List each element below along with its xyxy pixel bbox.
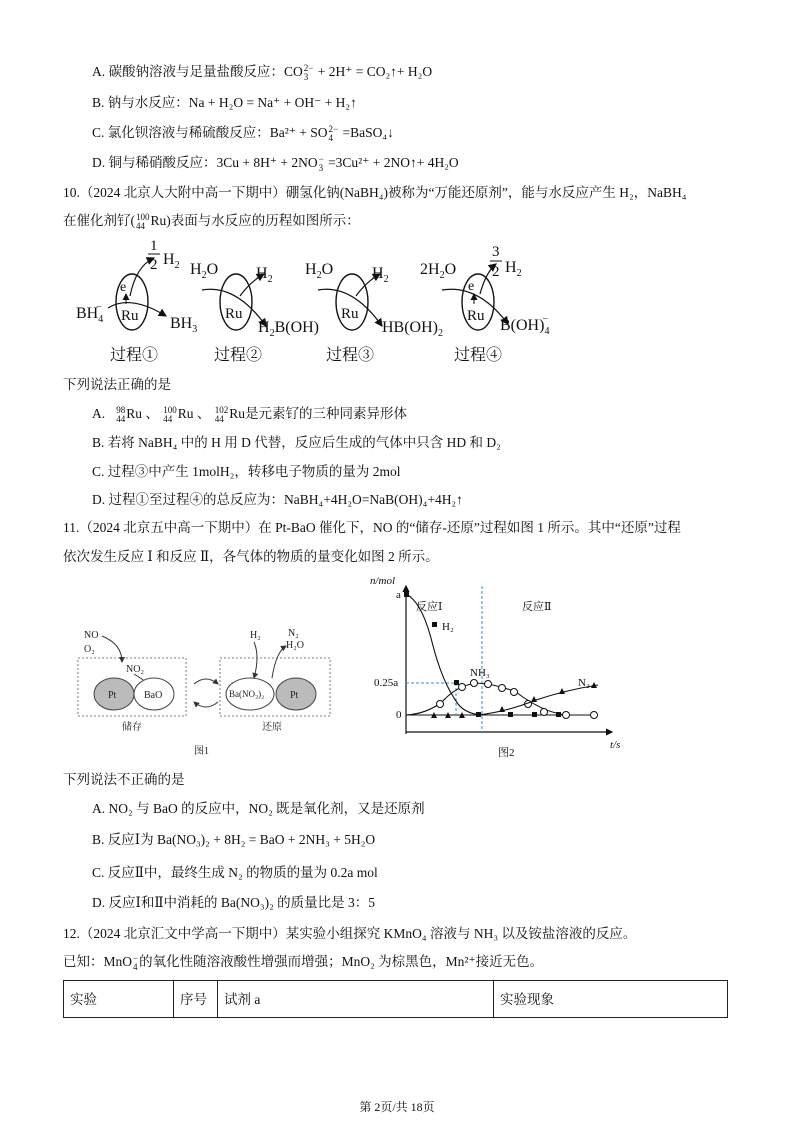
- svg-text:H2: $H_2$: [372, 265, 389, 285]
- bh4-label: $BH_4-$: [76, 302, 104, 325]
- svg-text:N₂: N₂: [578, 677, 590, 689]
- svg-text:图2: 图2: [498, 747, 515, 758]
- step-3-label: 过程③: [326, 347, 375, 364]
- svg-text:H2: $H_2$: [163, 251, 180, 271]
- svg-text:N₂: N₂: [288, 628, 299, 639]
- q9-option-c: C. 氯化钡溶液与稀硫酸反应：Ba²⁺ + SO 2− 4 =BaSO₄↓: [92, 123, 394, 143]
- svg-text:0: 0: [396, 709, 402, 721]
- q11-figure-1: [74, 622, 344, 762]
- q12-table: [63, 980, 728, 1018]
- svg-text:H2: $H_2$: [505, 259, 522, 279]
- svg-text:图1: 图1: [194, 746, 209, 757]
- step-1-label: 过程①: [110, 347, 159, 364]
- svg-text:a: a: [396, 589, 401, 601]
- svg-text:e: e: [468, 279, 475, 294]
- q10-option-b: B. 若将 NaBH₄ 中的 H 用 D 代替，反应后生成的气体中只含 HD 和 D₂: [92, 435, 501, 450]
- q10-stem-line1: 10.（2024 北京人大附中高一下期中）硼氢化钠(NaBH₄)被称为“万能还原剂”，能与水反应产生 H₂，NaBH₄: [63, 185, 687, 200]
- q11-option-a: A. NO₂ 与 BaO 的反应中，NO₂ 既是氧化剂，又是还原剂: [92, 801, 425, 816]
- q11-option-d: D. 反应Ⅰ和Ⅱ中消耗的 Ba(NO₃)₂ 的质量比是 3：5: [92, 895, 376, 910]
- svg-text:1: 1: [150, 238, 158, 254]
- q10-stem-line2: 在催化剂钌( 100 44 Ru)表面与水反应的历程如图所示：: [63, 211, 360, 231]
- svg-text:还原: 还原: [262, 722, 282, 733]
- svg-text:H2O: $H_2O$: [305, 261, 334, 281]
- q12-stem-line2: 已知：MnO − 4 的氧化性随溶液酸性增强而增强；MnO₂ 为棕黑色，Mn²⁺接近无色。: [63, 952, 544, 972]
- q9-option-b: B. 钠与水反应：Na + H₂O = Na⁺ + OH⁻ + H₂↑: [92, 95, 357, 110]
- q11-option-c: C. 反应Ⅱ中，最终生成 N₂ 的物质的量为 0.2a mol: [92, 865, 378, 880]
- svg-text:0.25a: 0.25a: [374, 677, 399, 689]
- step-2-label: 过程②: [214, 347, 263, 364]
- q12-stem-line1: 12.（2024 北京汇文中学高一下期中）某实验小组探究 KMnO₄ 溶液与 NH₃ 以及铵盐溶液的反应。: [63, 926, 637, 941]
- page-footer: 第 2页/共 18页: [359, 1100, 435, 1114]
- svg-text:储存: 储存: [122, 722, 142, 733]
- step-4-label: 过程④: [454, 347, 503, 364]
- q11-figure-2: [366, 572, 636, 758]
- svg-text:HB(OH)2: $HB(OH)_2$: [382, 319, 443, 339]
- svg-text:NO: NO: [84, 630, 99, 641]
- svg-text:Pt: Pt: [290, 690, 299, 701]
- svg-text:Pt: Pt: [108, 690, 117, 701]
- svg-text:BaO: BaO: [144, 690, 163, 701]
- svg-text:反应Ⅱ: 反应Ⅱ: [522, 601, 552, 613]
- q9-option-d: D. 铜与稀硝酸反应：3Cu + 8H⁺ + 2NO − 3 =3Cu²⁺ + 2NO↑+ 4H₂O: [92, 153, 459, 173]
- svg-text:O₂: O₂: [84, 644, 95, 655]
- svg-text:Ru: Ru: [121, 308, 139, 324]
- q10-option-c: C. 过程③中产生 1molH₂，转移电子物质的量为 2mol: [92, 464, 401, 479]
- svg-text:H₂O: H₂O: [286, 640, 304, 651]
- svg-text:3: 3: [492, 244, 500, 260]
- svg-text:Ru: Ru: [225, 306, 243, 322]
- table-header-cell: 序号: [174, 981, 218, 1017]
- svg-text:B(OH)4−: $B(OH)_4-$: [500, 314, 550, 337]
- svg-text:Ru: Ru: [467, 308, 485, 324]
- table-header-cell: 实验: [64, 981, 174, 1017]
- svg-text:NH₃: NH₃: [470, 667, 490, 679]
- q10-prompt: 下列说法正确的是: [63, 377, 171, 392]
- svg-text:H₂: H₂: [250, 630, 261, 641]
- q9-option-a: A. 碳酸钠溶液与足量盐酸反应：CO 2− 3 + 2H⁺ = CO₂↑+ H₂O: [92, 62, 433, 82]
- table-header-cell: 实验现象: [500, 992, 554, 1007]
- svg-text:t/s: t/s: [610, 739, 621, 751]
- svg-text:H2B(OH): $H_2B(OH)$: [258, 319, 319, 339]
- svg-text:2: 2: [150, 257, 158, 273]
- svg-text:Ru: Ru: [341, 306, 359, 322]
- svg-text:H₂: H₂: [442, 621, 454, 633]
- svg-text:e: e: [120, 280, 127, 295]
- q11-prompt: 下列说法不正确的是: [63, 772, 185, 787]
- svg-text:2: 2: [492, 264, 500, 280]
- q10-option-a: A. 98 44 Ru 、 100 44 Ru 、 102 44 Ru是元素钌的三种同素异形体: [92, 404, 408, 424]
- svg-text:H2: $H_2$: [256, 265, 273, 285]
- q11-stem-line1: 11.（2024 北京五中高一下期中）在 Pt-BaO 催化下，NO 的“储存-还原”过程如图 1 所示。其中“还原”过程: [63, 520, 681, 535]
- svg-text:H2O: $H_2O$: [190, 261, 219, 281]
- q10-mechanism-diagram: [70, 236, 590, 372]
- svg-text:Ba(NO₃)₂: Ba(NO₃)₂: [229, 689, 265, 699]
- table-header-cell: 试剂 a: [218, 981, 494, 1017]
- q11-stem-line2: 依次发生反应 Ⅰ 和反应 Ⅱ，各气体的物质的量变化如图 2 所示。: [63, 549, 439, 564]
- svg-text:NO₂: NO₂: [126, 664, 144, 675]
- q11-option-b: B. 反应Ⅰ为 Ba(NO₃)₂ + 8H₂ = BaO + 2NH₃ + 5H₂O: [92, 832, 376, 847]
- svg-text:BH3: $BH_3$: [170, 315, 198, 335]
- svg-text:2H2O: $2H_2O$: [420, 261, 457, 281]
- svg-text:反应Ⅰ: 反应Ⅰ: [416, 601, 443, 613]
- svg-text:n/mol: n/mol: [370, 575, 396, 587]
- q10-option-d: D. 过程①至过程④的总反应为：NaBH₄+4H₂O=NaB(OH)₄+4H₂↑: [92, 492, 463, 507]
